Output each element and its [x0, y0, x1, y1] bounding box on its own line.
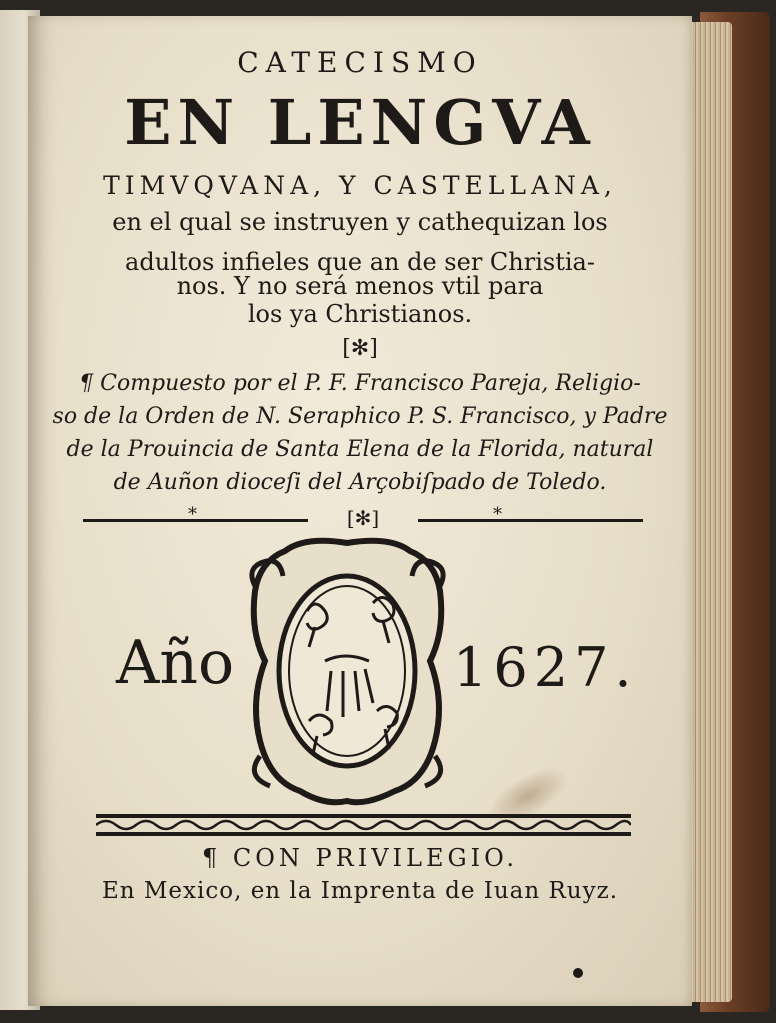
- heraldic-crest-emblem: [245, 531, 450, 806]
- ano-label: Año: [116, 628, 235, 698]
- star-icon: *: [493, 504, 502, 525]
- title-page: [28, 16, 692, 1006]
- ornamental-band: [96, 814, 631, 836]
- star-icon: *: [188, 504, 197, 525]
- description-line-1: en el qual se instruyen y cathequizan los: [112, 208, 608, 236]
- title-catecismo: CATECISMO: [237, 46, 483, 79]
- ink-spot: [573, 968, 583, 978]
- title-en-lengva: EN LENGVA: [124, 86, 596, 159]
- author-line-2: so de la Orden de N. Seraphico P. S. Francisco, y Padre: [52, 404, 668, 429]
- description-line-4: los ya Christianos.: [247, 300, 473, 328]
- ornamental-rule: [83, 504, 643, 532]
- rule-center-ornament: [✻]: [346, 506, 380, 530]
- title-languages: TIMVQVANA, Y CASTELLANA,: [103, 171, 617, 200]
- author-line-3: de la Prouincia de Santa Elena de la Florida, natural: [66, 437, 654, 462]
- publication-year: 1627.: [453, 636, 638, 699]
- author-line-4: de Auñon dioceſi del Arçobiſpado de Toledo.: [113, 470, 607, 495]
- author-line-1: ¶ Compuesto por el P. F. Francisco Pareja, Religio-: [79, 371, 641, 396]
- description-line-2: adultos infieles que an de ser Christia-: [125, 248, 595, 276]
- rule-right: [418, 519, 643, 522]
- fleuron-ornament: [✻]: [342, 336, 378, 361]
- imprint-line: En Mexico, en la Imprenta de Iuan Ruyz.: [101, 878, 619, 904]
- privilege-line: ¶ CON PRIVILEGIO.: [201, 844, 519, 872]
- description-line-3: nos. Y no será menos vtil para: [176, 272, 544, 300]
